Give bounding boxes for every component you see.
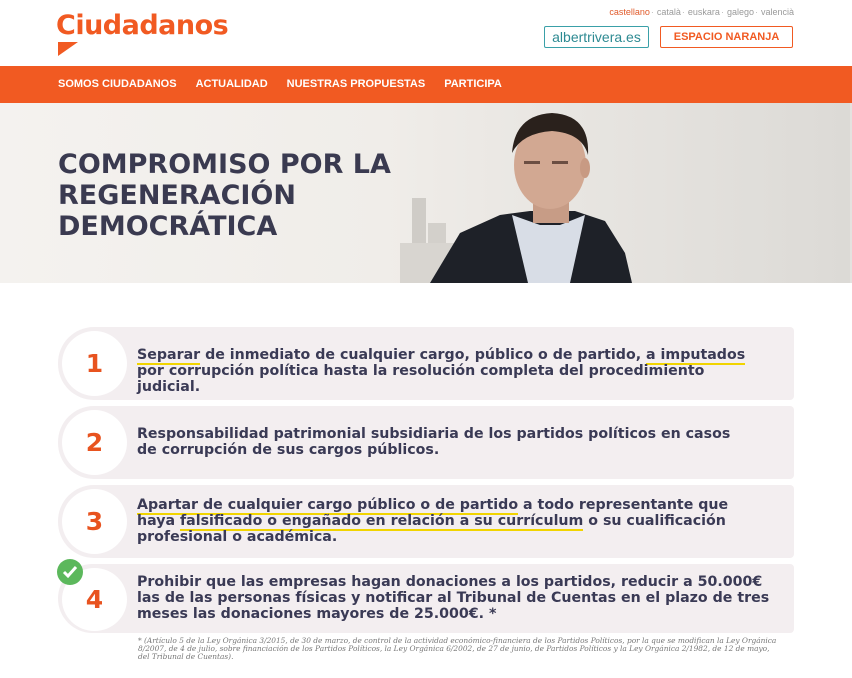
- highlighted-text: Separar: [137, 347, 201, 363]
- proposal-item: [58, 406, 794, 479]
- number-badge: 1: [62, 331, 127, 396]
- highlighted-text: a imputados: [646, 347, 746, 363]
- lang-castellano[interactable]: castellano: [609, 7, 650, 17]
- hero-title: COMPROMISO POR LA REGENERACIÓN DEMOCRÁTICA: [58, 149, 391, 242]
- nav-item-participa[interactable]: PARTICIPA: [444, 78, 502, 90]
- legal-footnote: * (Artículo 5 de la Ley Orgánica 3/2015, de 30 de marzo, de control de la actividad económico-financiera de los Partidos Políticos, por la que se modifican la Ley Orgánica 8/2007, de 4 de julio, sobre financiación de los Partidos Políticos, la Ley Orgánica 6/2002, de 27 de junio, de Partidos Políticos y la Ley Orgánica 2/1982, de 12 de mayo, del Tribunal de Cuentas).: [138, 636, 777, 661]
- ciudadanos-logo[interactable]: [56, 10, 236, 60]
- logo-triangle-icon: [58, 42, 78, 56]
- lang-galego[interactable]: galego: [726, 7, 754, 17]
- proposal-item: [58, 485, 794, 558]
- proposal-text: Apartar de cualquier cargo público o de partido a todo representante que haya falsificado o engañado en relación a su currículum o su cualificación profesional o académica.: [137, 497, 729, 545]
- lang-euskara[interactable]: euskara: [687, 7, 720, 17]
- hero-banner: [0, 103, 852, 283]
- check-icon: [57, 559, 83, 585]
- highlighted-text: Apartar de cualquier cargo público o de partido: [137, 497, 519, 513]
- logo-text: Ciudadanos: [56, 10, 229, 41]
- nav-item-nuestras-propuestas[interactable]: NUESTRAS PROPUESTAS: [286, 78, 426, 90]
- number-badge: 3: [62, 489, 127, 554]
- nav-item-somos-ciudadanos[interactable]: SOMOS CIUDADANOS: [58, 78, 177, 90]
- lang-catala[interactable]: català: [656, 7, 681, 17]
- proposal-item: [58, 564, 794, 633]
- lang-valencia[interactable]: valencià: [760, 7, 794, 17]
- main-nav: [0, 66, 852, 103]
- proposal-item: [58, 327, 794, 400]
- site-header: [0, 0, 852, 66]
- proposal-text: Separar de inmediato de cualquier cargo, público o de partido, a imputados por corrupción política hasta la resolución completa del procedimiento judicial.: [137, 347, 746, 395]
- hero-photo: [400, 103, 850, 283]
- albertrivera-link-button[interactable]: albertrivera.es: [544, 26, 649, 48]
- language-selector: castellano· català· euskara· galego· valencià: [609, 7, 794, 17]
- highlighted-text: falsificado o engañado en relación a su currículum: [180, 513, 584, 529]
- number-badge: 4: [62, 568, 127, 631]
- espacio-naranja-button[interactable]: ESPACIO NARANJA: [660, 26, 793, 48]
- nav-item-actualidad[interactable]: ACTUALIDAD: [195, 78, 268, 90]
- proposal-text: Prohibir que las empresas hagan donaciones a los partidos, reducir a 50.000€ las de las personas físicas y notificar al Tribunal de Cuentas en el plazo de tres meses las donaciones mayores de 25.000€. *: [137, 574, 770, 622]
- proposal-text: Responsabilidad patrimonial subsidiaria de los partidos políticos en casos de corrupción de sus cargos públicos.: [137, 426, 731, 458]
- number-badge: 2: [62, 410, 127, 475]
